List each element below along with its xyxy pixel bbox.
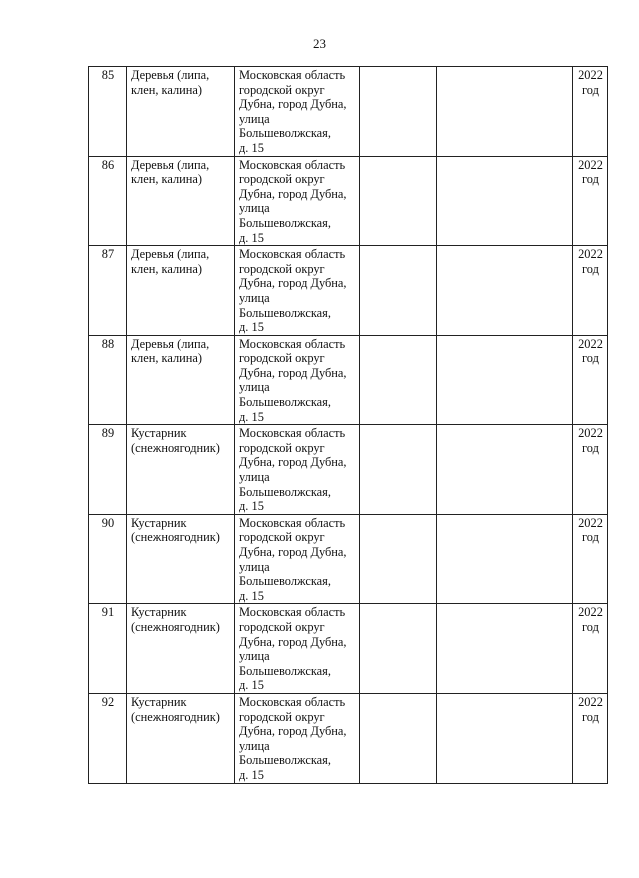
address-line: Московская область	[239, 247, 346, 262]
object-name-cell	[127, 156, 235, 246]
address-line: Дубна, город Дубна,	[239, 97, 347, 112]
address-line: улица	[239, 649, 270, 664]
object-name-line: Деревья (липа,	[131, 247, 210, 262]
address-line: Дубна, город Дубна,	[239, 276, 347, 291]
address-cell	[235, 67, 360, 157]
object-name-cell	[127, 67, 235, 157]
empty-cell	[360, 425, 437, 515]
empty-cell	[360, 156, 437, 246]
year-line: 2022	[578, 515, 603, 530]
object-name-line: клен, калина)	[131, 82, 203, 97]
address-cell	[235, 514, 360, 604]
empty-cell	[437, 335, 573, 425]
object-name-line: клен, калина)	[131, 351, 203, 366]
address-line: городской округ	[239, 172, 325, 187]
address-line: Большеволжская,	[239, 305, 331, 320]
address-line: Большеволжская,	[239, 484, 331, 499]
object-name-line: Кустарник	[131, 694, 187, 709]
address-line: улица	[239, 380, 270, 395]
empty-cell	[360, 514, 437, 604]
year-line: год	[582, 709, 599, 724]
address-line: улица	[239, 201, 270, 216]
object-name-line: (снежноягодник)	[131, 619, 220, 634]
table-body	[89, 67, 608, 784]
address-line: д. 15	[239, 409, 264, 424]
address-line: Большеволжская,	[239, 663, 331, 678]
address-line: Московская область	[239, 605, 346, 620]
address-line: Большеволжская,	[239, 215, 331, 230]
row-number-cell: 89	[89, 425, 127, 515]
year-line: год	[582, 261, 599, 276]
address-line: Большеволжская,	[239, 126, 331, 141]
address-line: д. 15	[239, 499, 264, 514]
year-line: 2022	[578, 68, 603, 82]
address-line: улица	[239, 111, 270, 126]
address-line: Московская область	[239, 694, 346, 709]
year-cell	[573, 693, 608, 783]
object-name-cell	[127, 604, 235, 694]
address-line: Московская область	[239, 336, 346, 351]
year-line: 2022	[578, 157, 603, 172]
address-line: городской округ	[239, 530, 325, 545]
year-line: 2022	[578, 247, 603, 262]
row-number-cell: 87	[89, 246, 127, 336]
address-line: городской округ	[239, 261, 325, 276]
year-cell	[573, 604, 608, 694]
address-line: Дубна, город Дубна,	[239, 634, 347, 649]
address-line: Московская область	[239, 515, 346, 530]
object-name-cell	[127, 335, 235, 425]
empty-cell	[437, 693, 573, 783]
object-name-line: (снежноягодник)	[131, 530, 220, 545]
address-line: д. 15	[239, 230, 264, 245]
address-line: Московская область	[239, 426, 346, 441]
registry-table	[88, 66, 608, 784]
year-line: 2022	[578, 426, 603, 441]
object-name-line: Кустарник	[131, 605, 187, 620]
year-line: год	[582, 172, 599, 187]
object-name-line: клен, калина)	[131, 261, 203, 276]
address-line: Большеволжская,	[239, 395, 331, 410]
object-name-line: (снежноягодник)	[131, 440, 220, 455]
year-cell	[573, 156, 608, 246]
address-line: Дубна, город Дубна,	[239, 545, 347, 559]
year-line: год	[582, 619, 599, 634]
row-number-cell: 86	[89, 156, 127, 246]
object-name-line: Деревья (липа,	[131, 336, 210, 351]
address-line: городской округ	[239, 351, 325, 366]
object-name-line: Деревья (липа,	[131, 68, 210, 82]
address-line: городской округ	[239, 709, 325, 724]
year-line: 2022	[578, 605, 603, 620]
address-line: улица	[239, 470, 270, 485]
year-cell	[573, 67, 608, 157]
year-line: 2022	[578, 694, 603, 709]
year-line: год	[582, 530, 599, 545]
address-line: д. 15	[239, 678, 264, 693]
object-name-cell	[127, 246, 235, 336]
empty-cell	[437, 67, 573, 157]
address-cell	[235, 425, 360, 515]
address-line: д. 15	[239, 320, 264, 335]
object-name-cell	[127, 693, 235, 783]
year-line: год	[582, 82, 599, 97]
row-number-cell: 88	[89, 335, 127, 425]
address-line: Дубна, город Дубна,	[239, 186, 347, 201]
address-cell	[235, 156, 360, 246]
table-row	[89, 335, 608, 425]
object-name-line: Кустарник	[131, 515, 187, 530]
address-line: городской округ	[239, 82, 325, 97]
row-number-cell: 91	[89, 604, 127, 694]
year-line: год	[582, 440, 599, 455]
address-cell	[235, 693, 360, 783]
empty-cell	[437, 156, 573, 246]
empty-cell	[437, 246, 573, 336]
object-name-cell	[127, 425, 235, 515]
table-row	[89, 67, 608, 157]
year-line: 2022	[578, 336, 603, 351]
address-line: городской округ	[239, 619, 325, 634]
address-line: городской округ	[239, 440, 325, 455]
object-name-cell	[127, 514, 235, 604]
object-name-line: Кустарник	[131, 426, 187, 441]
address-line: д. 15	[239, 767, 264, 782]
object-name-line: (снежноягодник)	[131, 709, 220, 724]
empty-cell	[360, 604, 437, 694]
table-row	[89, 156, 608, 246]
row-number-cell: 85	[89, 67, 127, 157]
address-cell	[235, 604, 360, 694]
address-cell	[235, 335, 360, 425]
empty-cell	[360, 335, 437, 425]
table-row	[89, 604, 608, 694]
year-cell	[573, 246, 608, 336]
page-number: 23	[313, 36, 326, 51]
year-cell	[573, 335, 608, 425]
row-number-cell: 90	[89, 514, 127, 604]
address-line: Дубна, город Дубна,	[239, 365, 347, 380]
empty-cell	[437, 514, 573, 604]
table-row	[89, 246, 608, 336]
year-line: год	[582, 351, 599, 366]
empty-cell	[360, 693, 437, 783]
address-cell	[235, 246, 360, 336]
address-line: Дубна, город Дубна,	[239, 455, 347, 470]
empty-cell	[360, 246, 437, 336]
table-row	[89, 514, 608, 604]
address-line: Большеволжская,	[239, 753, 331, 768]
address-line: Московская область	[239, 68, 346, 82]
address-line: д. 15	[239, 588, 264, 603]
address-line: д. 15	[239, 140, 264, 155]
object-name-line: клен, калина)	[131, 172, 203, 187]
address-line: Большеволжская,	[239, 574, 331, 589]
row-number-cell: 92	[89, 693, 127, 783]
table-row	[89, 693, 608, 783]
year-cell	[573, 425, 608, 515]
empty-cell	[360, 67, 437, 157]
object-name-line: Деревья (липа,	[131, 157, 210, 172]
address-line: улица	[239, 738, 270, 753]
empty-cell	[437, 425, 573, 515]
address-line: Московская область	[239, 157, 346, 172]
address-line: улица	[239, 559, 270, 574]
empty-cell	[437, 604, 573, 694]
table-row	[89, 425, 608, 515]
year-cell	[573, 514, 608, 604]
address-line: улица	[239, 290, 270, 305]
address-line: Дубна, город Дубна,	[239, 724, 347, 739]
